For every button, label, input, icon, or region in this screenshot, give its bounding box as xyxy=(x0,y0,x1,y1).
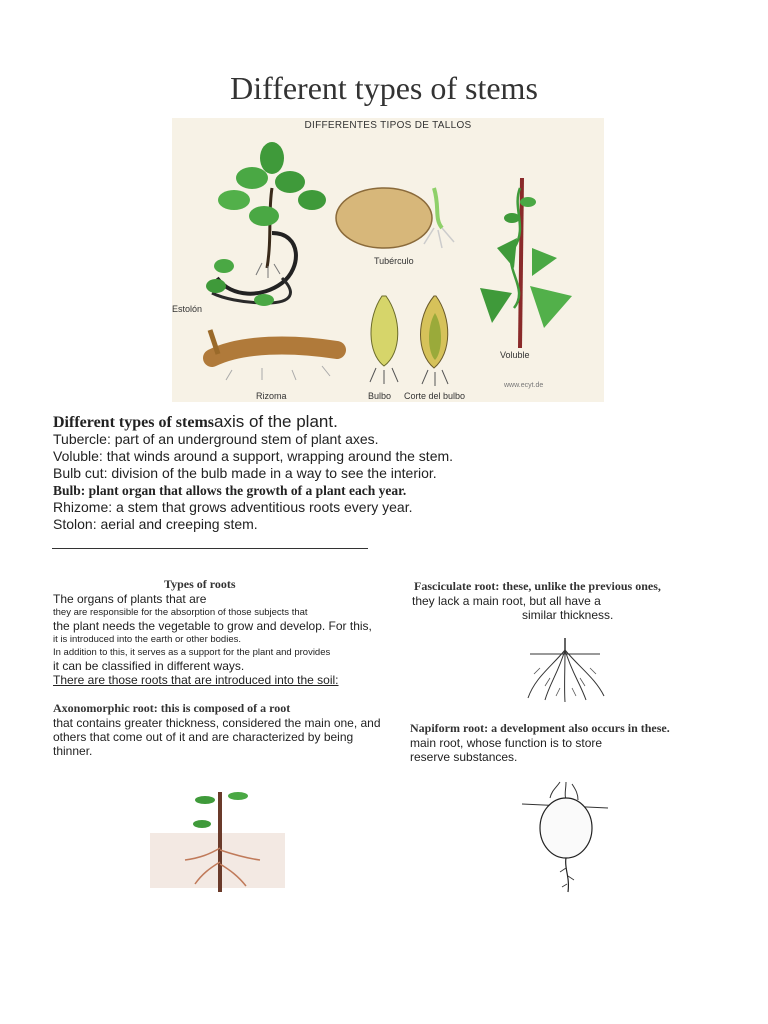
roots-p5: In addition to this, it serves as a support for the plant and provides xyxy=(53,647,331,658)
axonomorphic-line-2: others that come out of it and are characterized by being xyxy=(53,730,354,744)
label-bulbo: Bulbo xyxy=(368,391,392,401)
stolon-line: Stolon: aerial and creeping stem. xyxy=(53,516,258,532)
roots-p1: The organs of plants that are xyxy=(53,592,207,606)
label-rizoma: Rizoma xyxy=(256,391,287,401)
stems-heading: Different types of stemsaxis of the plant. xyxy=(53,412,338,431)
roots-p4: it is introduced into the earth or other bodies. xyxy=(53,634,242,645)
label-tuberculo: Tubérculo xyxy=(374,256,414,266)
rhizome-line: Rhizome: a stem that grows adventitious roots every year. xyxy=(53,499,413,515)
fasciculate-line-2: similar thickness. xyxy=(522,608,614,622)
voluble-plant-drawing xyxy=(480,178,572,348)
axonomorphic-line-3: thinner. xyxy=(53,744,93,758)
napiform-line-1: main root, whose function is to store xyxy=(410,736,603,750)
roots-p7: There are those roots that are introduced into the soil: xyxy=(53,673,339,687)
axonomorphic-root-drawing xyxy=(150,788,285,896)
tubercle-line: Tubercle: part of an underground stem of plant axes. xyxy=(53,431,379,447)
napiform-block xyxy=(410,721,730,764)
roots-p2: they are responsible for the absorption of those subjects that xyxy=(53,607,308,618)
roots-p6: it can be classified in different ways. xyxy=(53,659,245,673)
figure-watermark: www.ecyt.de xyxy=(504,382,544,389)
fasciculate-line-1: they lack a main root, but all have a xyxy=(412,594,601,608)
roots-p3: the plant needs the vegetable to grow and develop. For this, xyxy=(53,619,372,633)
stems-description xyxy=(53,413,573,533)
fasciculate-root-drawing xyxy=(520,638,610,704)
roots-heading: Types of roots xyxy=(164,577,236,591)
bulb-line: Bulb: plant organ that allows the growth of a plant each year. xyxy=(53,483,407,498)
napiform-root-drawing xyxy=(520,778,612,894)
axonomorphic-line-1: that contains greater thickness, considered the main one, and xyxy=(53,716,381,730)
voluble-line: Voluble: that winds around a support, wrapping around the stem. xyxy=(53,448,454,464)
divider xyxy=(52,548,368,549)
figure-header: DIFFERENTES TIPOS DE TALLOS xyxy=(304,120,472,131)
bulb-drawing xyxy=(370,296,398,384)
stolon-plant-drawing xyxy=(206,142,326,306)
fasciculate-heading: Fasciculate root: these, unlike the previous ones, xyxy=(414,579,661,593)
napiform-line-2: reserve substances. xyxy=(410,750,518,764)
label-voluble: Voluble xyxy=(500,350,530,360)
bulb-cut-line: Bulb cut: division of the bulb made in a way to see the interior. xyxy=(53,465,437,481)
axonomorphic-heading: Axonomorphic root: this is composed of a root xyxy=(53,701,291,715)
roots-left-column xyxy=(53,577,383,758)
tuber-drawing xyxy=(336,188,454,248)
rhizome-drawing xyxy=(210,330,337,380)
label-corte: Corte del bulbo xyxy=(404,391,466,401)
page-title: Different types of stems xyxy=(230,70,538,106)
label-estolon: Estolón xyxy=(172,304,203,314)
stems-illustration xyxy=(172,118,604,402)
cut-bulb-drawing xyxy=(421,296,449,386)
roots-right-column xyxy=(410,579,710,622)
napiform-heading: Napiform root: a development also occurs in these. xyxy=(410,721,670,735)
